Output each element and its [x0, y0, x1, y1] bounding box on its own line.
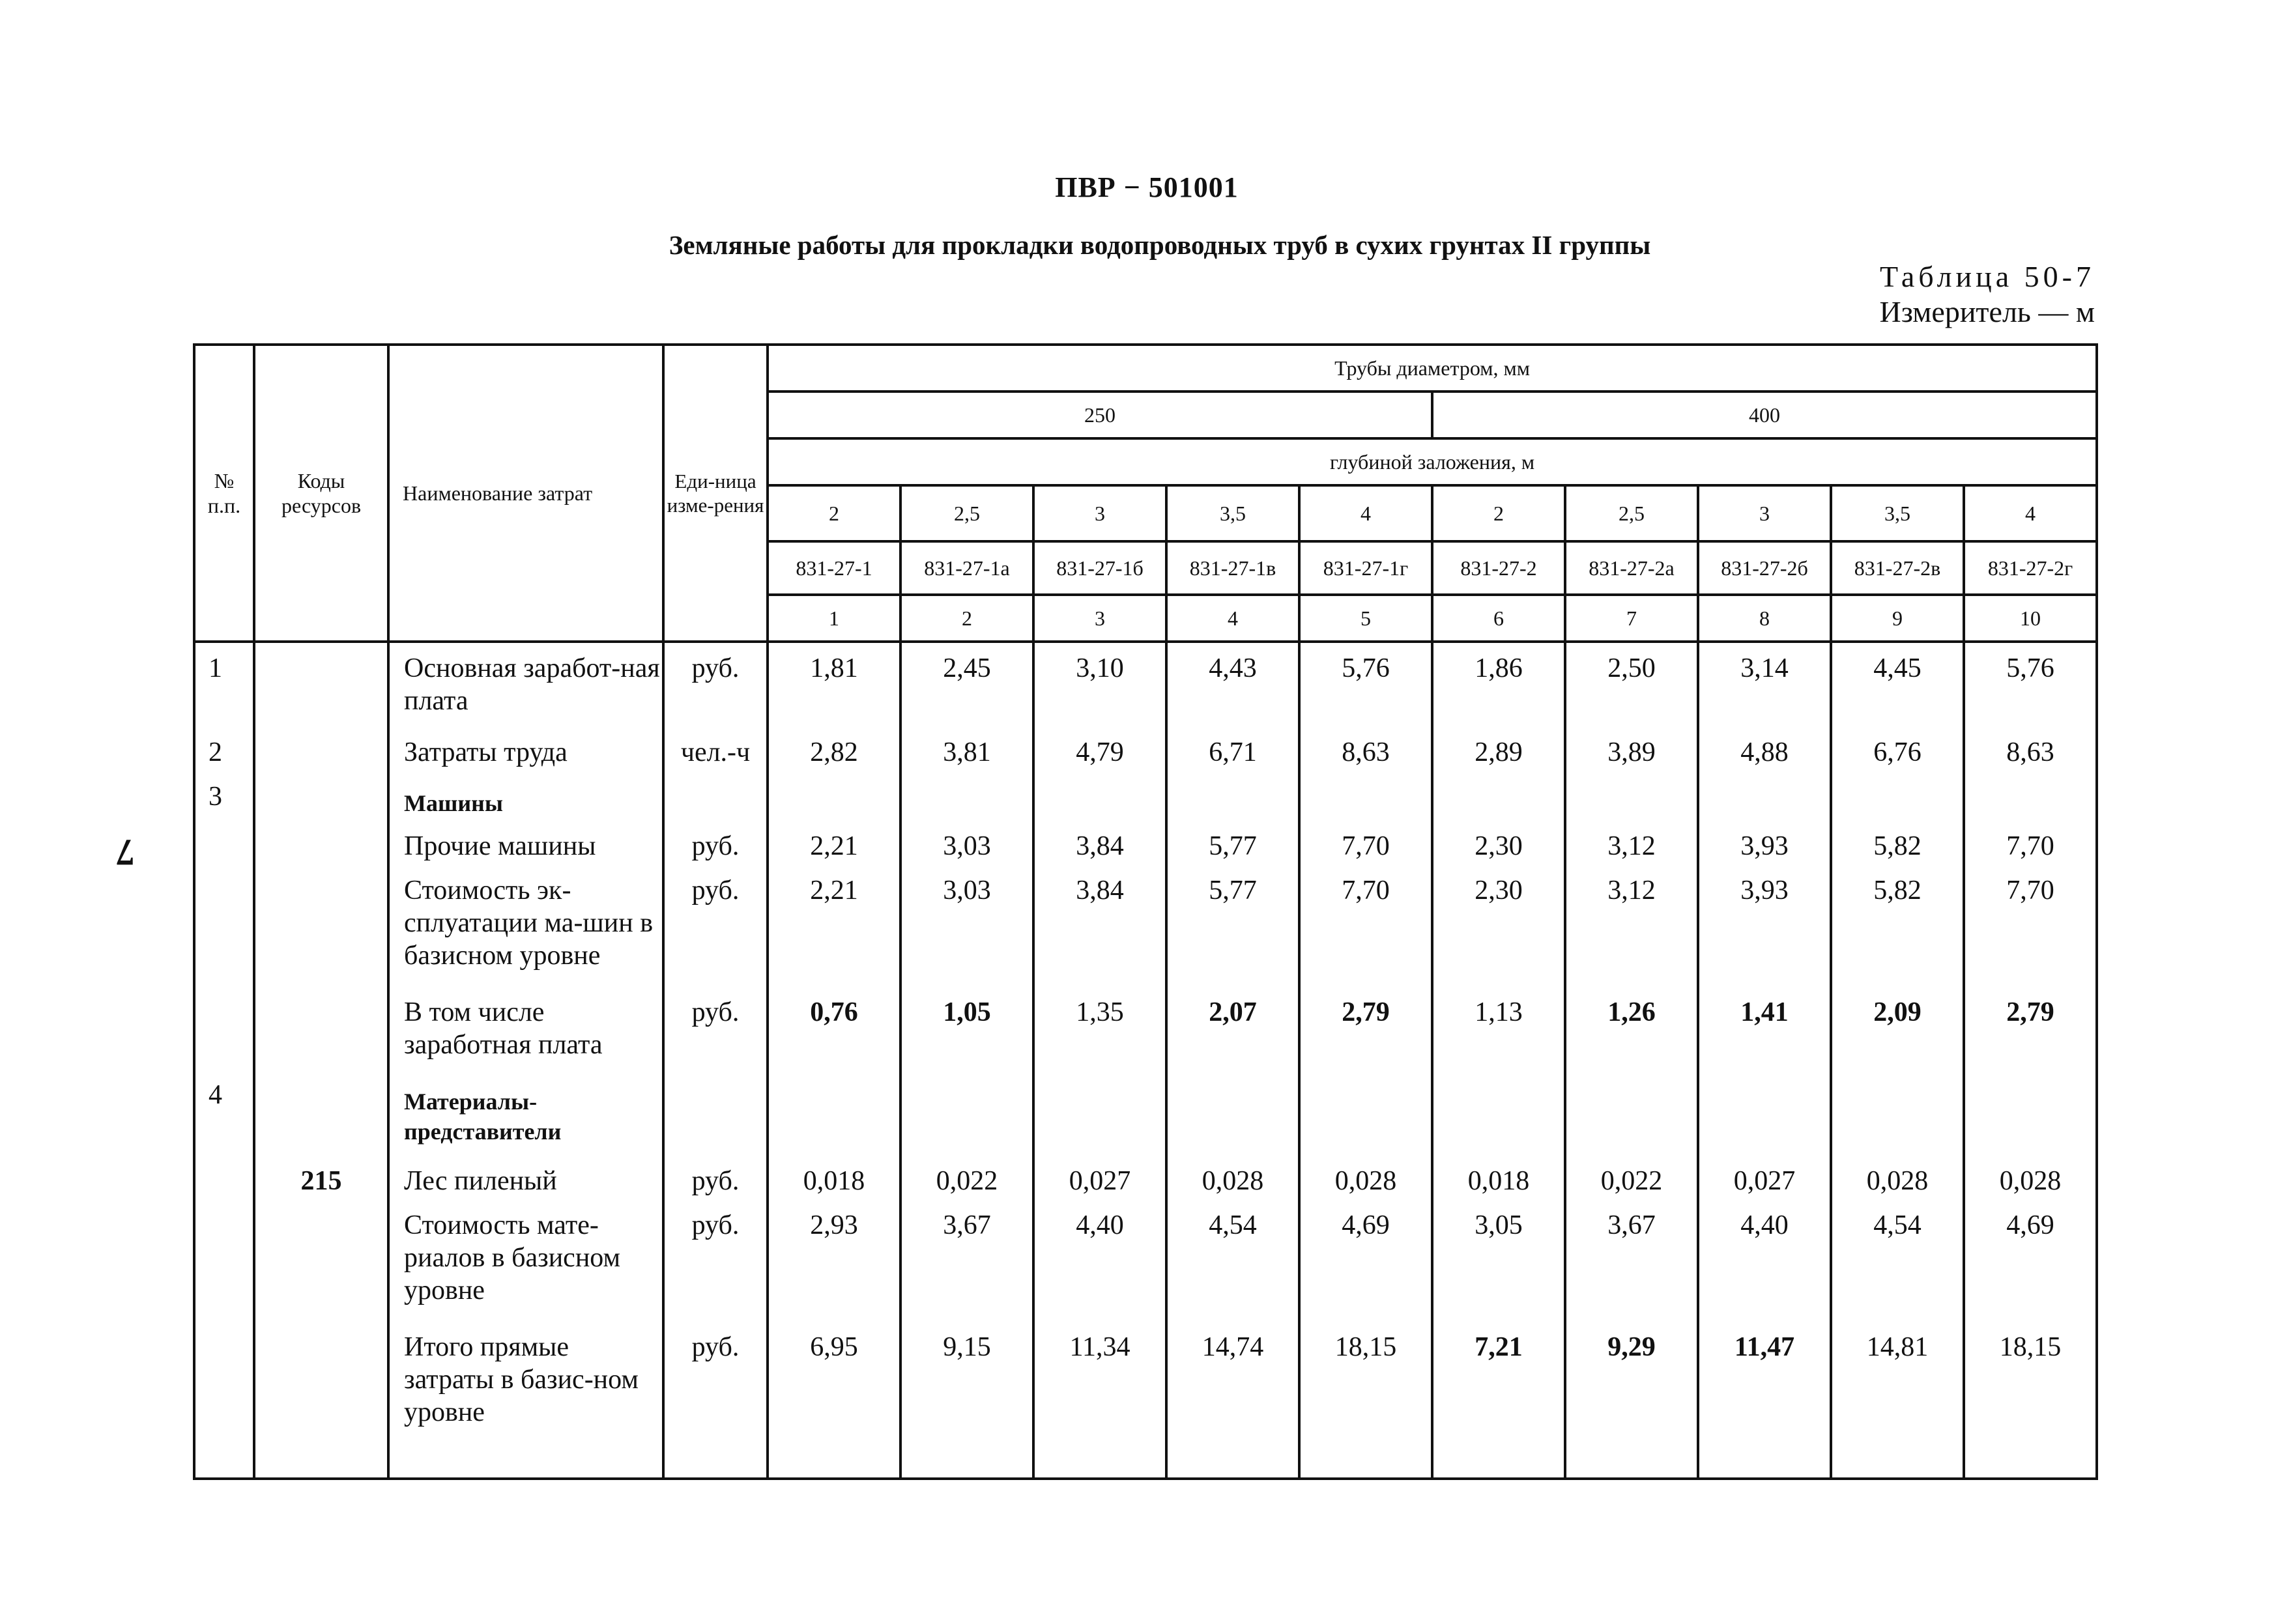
table-row: [194, 1327, 2097, 1479]
resource-code: [254, 1327, 388, 1479]
resource-code: [254, 992, 388, 1075]
value-cell: 4,40: [1033, 1205, 1166, 1327]
resource-code: [254, 776, 388, 827]
row-number: 3: [194, 776, 254, 827]
unit: [663, 1075, 768, 1161]
unit: [663, 776, 768, 827]
value-cell: [1299, 1075, 1432, 1161]
header-depth-value-7: 2,5: [1565, 485, 1698, 541]
row-number: 2: [194, 732, 254, 776]
header-ref-7: 831-27-2а: [1565, 541, 1698, 595]
value-cell: 5,82: [1831, 870, 1964, 992]
value-cell: 4,45: [1831, 642, 1964, 732]
value-cell: 11,47: [1698, 1327, 1831, 1479]
value-cell: 4,69: [1299, 1205, 1432, 1327]
row-number: [194, 1205, 254, 1327]
value-cell: 0,022: [1565, 1161, 1698, 1204]
resource-code: [254, 642, 388, 732]
value-cell: 4,43: [1166, 642, 1299, 732]
value-cell: [1432, 1075, 1565, 1161]
row-number: 4: [194, 1075, 254, 1161]
resource-code: 215: [254, 1161, 388, 1204]
value-cell: 7,70: [1964, 870, 2097, 992]
cost-name: Итого прямые затраты в базис-ном уровне: [388, 1327, 663, 1479]
value-cell: 2,79: [1964, 992, 2097, 1075]
value-cell: 0,018: [1432, 1161, 1565, 1204]
value-cell: 4,79: [1033, 732, 1166, 776]
header-ref-4: 831-27-1в: [1166, 541, 1299, 595]
unit: руб.: [663, 642, 768, 732]
header-depth-value-6: 2: [1432, 485, 1565, 541]
value-cell: [1565, 776, 1698, 827]
value-cell: 2,82: [768, 732, 900, 776]
value-cell: 6,71: [1166, 732, 1299, 776]
value-cell: 2,79: [1299, 992, 1432, 1075]
header-depth-value-10: 4: [1964, 485, 2097, 541]
value-cell: [900, 1075, 1033, 1161]
value-cell: 2,30: [1432, 826, 1565, 870]
table-row: [194, 732, 2097, 776]
header-ref-5: 831-27-1г: [1299, 541, 1432, 595]
value-cell: 1,35: [1033, 992, 1166, 1075]
unit: руб.: [663, 1327, 768, 1479]
header-diameter-250: 250: [768, 392, 1432, 438]
value-cell: 18,15: [1299, 1327, 1432, 1479]
value-cell: 3,12: [1565, 870, 1698, 992]
header-diameter-400: 400: [1432, 392, 2097, 438]
value-cell: 4,54: [1831, 1205, 1964, 1327]
table-row: [194, 992, 2097, 1075]
unit: руб.: [663, 992, 768, 1075]
value-cell: 5,82: [1831, 826, 1964, 870]
header-col-num-3: 3: [1033, 595, 1166, 642]
value-cell: 2,21: [768, 870, 900, 992]
unit: руб.: [663, 826, 768, 870]
table-row: [194, 642, 2097, 732]
value-cell: 3,89: [1565, 732, 1698, 776]
value-cell: [1033, 776, 1166, 827]
value-cell: [1166, 776, 1299, 827]
header-ref-10: 831-27-2г: [1964, 541, 2097, 595]
document-code: ПВР − 501001: [1055, 171, 1239, 203]
value-cell: 3,10: [1033, 642, 1166, 732]
header-depth: глубиной заложения, м: [768, 438, 2097, 485]
value-cell: [1964, 1075, 2097, 1161]
value-cell: 2,09: [1831, 992, 1964, 1075]
cost-name: Материалы-представители: [388, 1075, 663, 1161]
value-cell: [1698, 776, 1831, 827]
header-codes: Коды ресурсов: [254, 345, 388, 642]
value-cell: 2,93: [768, 1205, 900, 1327]
value-cell: 11,34: [1033, 1327, 1166, 1479]
value-cell: [900, 776, 1033, 827]
value-cell: 3,84: [1033, 826, 1166, 870]
unit: руб.: [663, 1205, 768, 1327]
value-cell: 3,84: [1033, 870, 1166, 992]
value-cell: 9,15: [900, 1327, 1033, 1479]
header-no: № п.п.: [194, 345, 254, 642]
value-cell: 3,12: [1565, 826, 1698, 870]
value-cell: 3,03: [900, 826, 1033, 870]
table-number: Таблица 50-7: [1879, 260, 2095, 293]
value-cell: 2,21: [768, 826, 900, 870]
page-number: 7: [116, 831, 135, 874]
header-col-num-6: 6: [1432, 595, 1565, 642]
header-depth-value-4: 3,5: [1166, 485, 1299, 541]
value-cell: 0,028: [1964, 1161, 2097, 1204]
row-number: [194, 1327, 254, 1479]
value-cell: 18,15: [1964, 1327, 2097, 1479]
value-cell: 3,67: [1565, 1205, 1698, 1327]
resource-code: [254, 1205, 388, 1327]
value-cell: 4,54: [1166, 1205, 1299, 1327]
value-cell: 9,29: [1565, 1327, 1698, 1479]
value-cell: 0,022: [900, 1161, 1033, 1204]
cost-name: Стоимость мате-риалов в базисном уровне: [388, 1205, 663, 1327]
value-cell: 5,76: [1964, 642, 2097, 732]
cost-name: Машины: [388, 776, 663, 827]
header-depth-value-9: 3,5: [1831, 485, 1964, 541]
header-col-num-7: 7: [1565, 595, 1698, 642]
value-cell: 7,21: [1432, 1327, 1565, 1479]
value-cell: 1,13: [1432, 992, 1565, 1075]
value-cell: 3,93: [1698, 870, 1831, 992]
header-depth-value-1: 2: [768, 485, 900, 541]
value-cell: 8,63: [1299, 732, 1432, 776]
value-cell: 2,50: [1565, 642, 1698, 732]
header-ref-9: 831-27-2в: [1831, 541, 1964, 595]
row-number: [194, 1161, 254, 1204]
value-cell: [1831, 776, 1964, 827]
header-depth-value-2: 2,5: [900, 485, 1033, 541]
cost-name: Стоимость эк-сплуатации ма-шин в базисном уровне: [388, 870, 663, 992]
table-row: [194, 826, 2097, 870]
value-cell: 0,028: [1166, 1161, 1299, 1204]
value-cell: 0,028: [1831, 1161, 1964, 1204]
value-cell: 3,93: [1698, 826, 1831, 870]
value-cell: [1964, 776, 2097, 827]
value-cell: 14,81: [1831, 1327, 1964, 1479]
cost-name: Прочие машины: [388, 826, 663, 870]
header-col-num-9: 9: [1831, 595, 1964, 642]
header-ref-6: 831-27-2: [1432, 541, 1565, 595]
value-cell: 5,77: [1166, 870, 1299, 992]
header-name: Наименование затрат: [388, 345, 663, 642]
table-row: [194, 870, 2097, 992]
value-cell: 4,88: [1698, 732, 1831, 776]
value-cell: 1,41: [1698, 992, 1831, 1075]
resource-code: [254, 1075, 388, 1161]
value-cell: 1,26: [1565, 992, 1698, 1075]
header-unit: Еди-ница изме-рения: [663, 345, 768, 642]
value-cell: 4,40: [1698, 1205, 1831, 1327]
unit: чел.-ч: [663, 732, 768, 776]
cost-name: Затраты труда: [388, 732, 663, 776]
value-cell: [1698, 1075, 1831, 1161]
value-cell: 3,67: [900, 1205, 1033, 1327]
value-cell: 4,69: [1964, 1205, 2097, 1327]
value-cell: 3,81: [900, 732, 1033, 776]
value-cell: 3,03: [900, 870, 1033, 992]
value-cell: [1831, 1075, 1964, 1161]
header-depth-value-5: 4: [1299, 485, 1432, 541]
unit: руб.: [663, 1161, 768, 1204]
value-cell: 0,027: [1698, 1161, 1831, 1204]
value-cell: 7,70: [1299, 826, 1432, 870]
resource-code: [254, 870, 388, 992]
value-cell: 1,05: [900, 992, 1033, 1075]
header-col-num-8: 8: [1698, 595, 1831, 642]
value-cell: 14,74: [1166, 1327, 1299, 1479]
table-row: [194, 1205, 2097, 1327]
row-number: 1: [194, 642, 254, 732]
header-ref-2: 831-27-1а: [900, 541, 1033, 595]
value-cell: [1166, 1075, 1299, 1161]
cost-name: Основная заработ-ная плата: [388, 642, 663, 732]
cost-name: В том числе заработная плата: [388, 992, 663, 1075]
value-cell: 6,76: [1831, 732, 1964, 776]
value-cell: 0,76: [768, 992, 900, 1075]
document-heading: Земляные работы для прокладки водопроводных труб в сухих грунтах II группы: [669, 230, 1651, 260]
measure-unit: Измеритель — м: [1879, 295, 2095, 328]
table-row: [194, 776, 2097, 827]
value-cell: 5,77: [1166, 826, 1299, 870]
header-ref-3: 831-27-1б: [1033, 541, 1166, 595]
row-number: [194, 870, 254, 992]
value-cell: 8,63: [1964, 732, 2097, 776]
value-cell: 0,018: [768, 1161, 900, 1204]
value-cell: 2,07: [1166, 992, 1299, 1075]
value-cell: [768, 1075, 900, 1161]
header-ref-1: 831-27-1: [768, 541, 900, 595]
value-cell: 7,70: [1299, 870, 1432, 992]
value-cell: [1432, 776, 1565, 827]
header-col-num-4: 4: [1166, 595, 1299, 642]
header-depth-value-3: 3: [1033, 485, 1166, 541]
cost-table: [193, 343, 2098, 1480]
value-cell: [1299, 776, 1432, 827]
unit: руб.: [663, 870, 768, 992]
table-row: [194, 1161, 2097, 1204]
resource-code: [254, 732, 388, 776]
cost-name: Лес пиленый: [388, 1161, 663, 1204]
header-col-num-1: 1: [768, 595, 900, 642]
header-col-num-10: 10: [1964, 595, 2097, 642]
value-cell: 2,30: [1432, 870, 1565, 992]
value-cell: [1033, 1075, 1166, 1161]
value-cell: 7,70: [1964, 826, 2097, 870]
value-cell: 0,028: [1299, 1161, 1432, 1204]
value-cell: 2,45: [900, 642, 1033, 732]
header-depth-value-8: 3: [1698, 485, 1831, 541]
value-cell: 3,05: [1432, 1205, 1565, 1327]
value-cell: 2,89: [1432, 732, 1565, 776]
row-number: [194, 826, 254, 870]
header-ref-8: 831-27-2б: [1698, 541, 1831, 595]
value-cell: 1,81: [768, 642, 900, 732]
header-col-num-5: 5: [1299, 595, 1432, 642]
value-cell: 5,76: [1299, 642, 1432, 732]
value-cell: [1565, 1075, 1698, 1161]
table-row: [194, 1075, 2097, 1161]
resource-code: [254, 826, 388, 870]
row-number: [194, 992, 254, 1075]
value-cell: [768, 776, 900, 827]
value-cell: 6,95: [768, 1327, 900, 1479]
header-col-num-2: 2: [900, 595, 1033, 642]
value-cell: 1,86: [1432, 642, 1565, 732]
value-cell: 0,027: [1033, 1161, 1166, 1204]
value-cell: 3,14: [1698, 642, 1831, 732]
header-pipes: Трубы диаметром, мм: [768, 345, 2097, 392]
